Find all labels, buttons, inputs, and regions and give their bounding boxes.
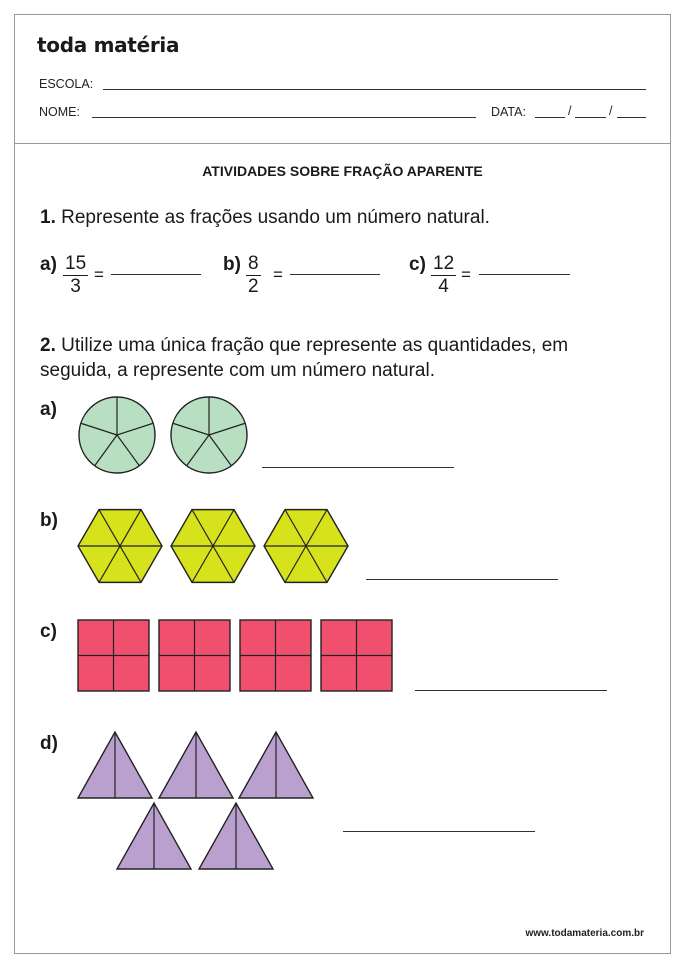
square-figures xyxy=(78,620,392,691)
equals-sign: = xyxy=(94,265,104,284)
q1-item-letter: c) xyxy=(409,254,426,275)
fraction-figures xyxy=(15,15,670,953)
q2-answer-line-d[interactable] xyxy=(343,831,535,832)
question-2-line-2: seguida, a represente com um número natural. xyxy=(40,360,435,381)
fraction-numerator: 15 xyxy=(65,253,87,274)
q1-item-letter: a) xyxy=(40,254,57,275)
q2-item-letter: d) xyxy=(40,733,58,754)
q2-answer-line-a[interactable] xyxy=(262,467,454,468)
fraction-denominator: 2 xyxy=(248,276,259,297)
date-separator: / xyxy=(609,104,613,118)
circle-figures xyxy=(79,397,247,473)
question-1-text: Represente as frações usando um número natural. xyxy=(61,207,490,228)
school-label: ESCOLA: xyxy=(39,77,94,91)
date-label: DATA: xyxy=(491,105,526,119)
fraction-numerator: 8 xyxy=(248,253,259,274)
q2-item-letter: a) xyxy=(40,399,57,420)
worksheet xyxy=(14,14,671,954)
q2-answer-line-b[interactable] xyxy=(366,579,558,580)
q1-item-letter: b) xyxy=(223,254,241,275)
footer-url: www.todamateria.com.br xyxy=(525,928,644,939)
brand-logo: toda matéria xyxy=(37,33,180,57)
date-separator: / xyxy=(568,104,572,118)
triangle-figures xyxy=(78,732,313,869)
q2-item-letter: c) xyxy=(40,621,57,642)
question-2-number: 2. xyxy=(40,335,56,356)
hexagon-figures xyxy=(78,510,348,583)
equals-sign: = xyxy=(461,265,471,284)
equals-sign: = xyxy=(273,265,283,284)
fraction-denominator: 3 xyxy=(70,276,81,297)
q2-item-letter: b) xyxy=(40,510,58,531)
fraction-numerator: 12 xyxy=(433,253,455,274)
question-2-line-1: Utilize uma única fração que represente as quantidades, em xyxy=(61,335,569,356)
q2-answer-line-c[interactable] xyxy=(415,690,607,691)
name-label: NOME: xyxy=(39,105,80,119)
fraction-denominator: 4 xyxy=(438,276,449,297)
page-title: ATIVIDADES SOBRE FRAÇÃO APARENTE xyxy=(202,163,483,179)
question-1-number: 1. xyxy=(40,207,56,228)
